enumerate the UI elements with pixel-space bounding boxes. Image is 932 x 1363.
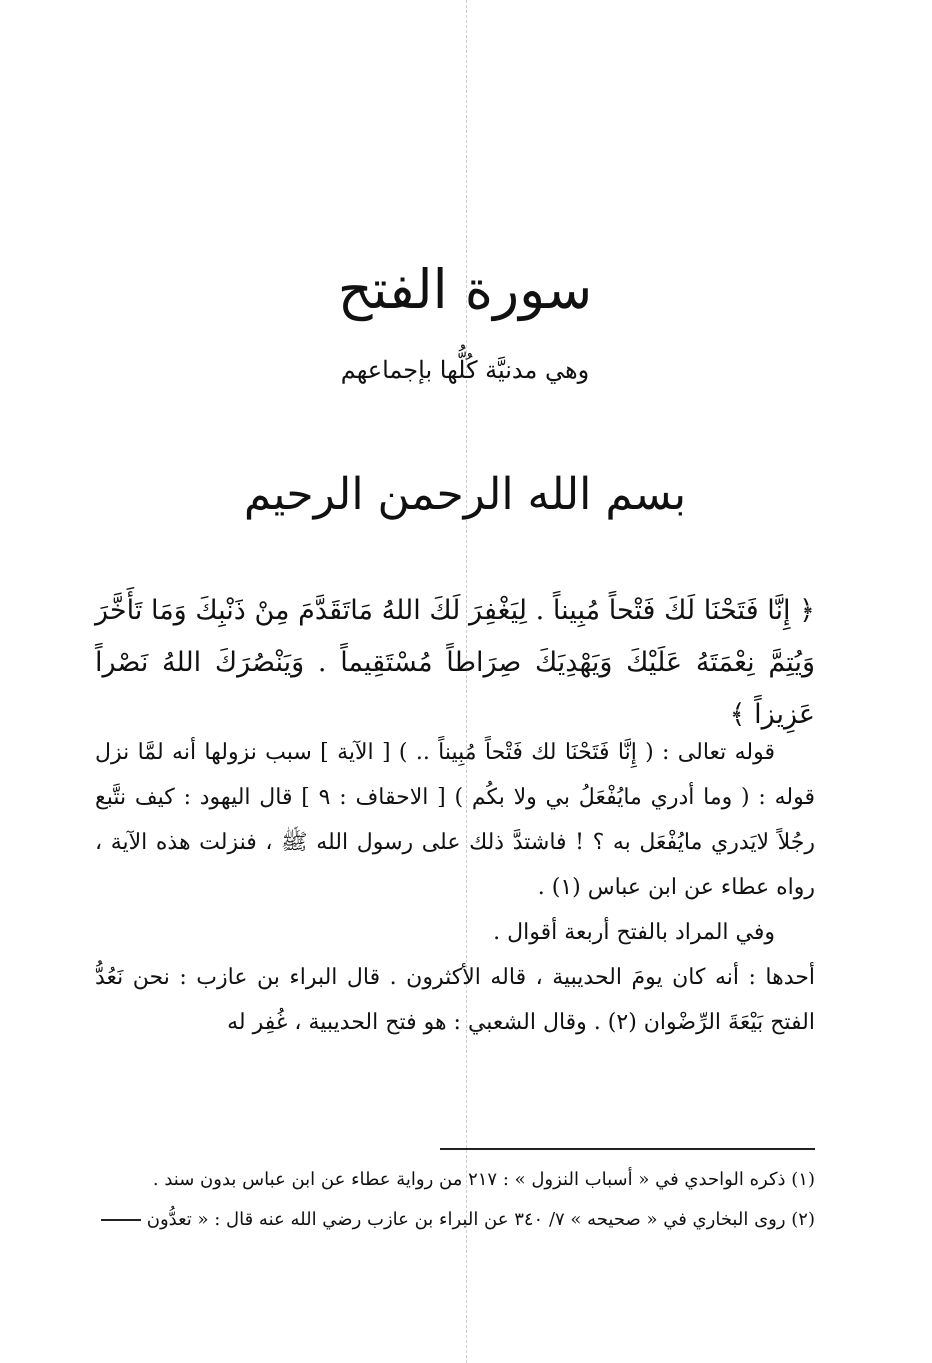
quran-verses: ﴿ إِنَّا فَتَحْنَا لَكَ فَتْحاً مُبِيناً . لِيَغْفِرَ لَكَ اللهُ مَاتَقَدَّمَ مِنْ ذَنْبِكَ وَمَا تَأَخَّرَ وَيُتِمَّ نِعْمَتَهُ عَلَيْكَ وَيَهْدِيَكَ صِرَاطاً مُسْتَقِيماً . وَيَنْصُرَكَ اللهُ نَصْراً عَزِيزاً ﴾ (95, 595, 815, 730)
footnotes (95, 1160, 815, 1240)
commentary-body (95, 730, 815, 1045)
footnote-item-continued (95, 1200, 815, 1240)
commentary-paragraph-revelation-cause: قوله تعالى : ( إِنَّا فَتَحْنَا لك فَتْحاً مُبِيناً .. ) [ الآية ] سبب نزولها أنه لمَّا نزل قوله : ( وما أدري مايُفْعَلُ بي ولا بكُم ) [ الاحقاف : ٩ ] قال اليهود : كيف نتَّبع رجُلاً لايَدري مايُفْعَل به ؟ ! فاشتدَّ ذلك على رسول الله ﷺ ، فنزلت هذه الآية ، رواه عطاء عن ابن عباس (١) . (95, 740, 815, 900)
footnote-divider (440, 1148, 815, 1150)
continuation-rule (101, 1219, 141, 1221)
basmala: بسم الله الرحمن الرحيم (243, 469, 687, 520)
surah-title: سورة الفتح (337, 258, 593, 321)
commentary-paragraph-first-opinion: أحدها : أنه كان يومَ الحديبية ، قاله الأكثرون . قال البراء بن عازب : نحن نَعُدُّ الفتح بَيْعَةَ الرِّضْوان (٢) . وقال الشعبي : هو فتح الحديبية ، غُفِر له (95, 965, 815, 1035)
commentary-paragraph-meanings-intro: وفي المراد بالفتح أربعة أقوال . (493, 920, 775, 945)
footnote-item-text: (٢) روى البخاري في « صحيحه » ٧/ ٣٤٠ عن البراء بن عازب رضي الله عنه قال : « تعدُّون (146, 1209, 815, 1230)
surah-subtitle: وهي مدنيَّة كُلُّها بإجماعهم (340, 356, 590, 384)
footnote-item: (١) ذكره الواحدي في « أسباب النزول » : ٢١٧ من رواية عطاء عن ابن عباس بدون سند . (152, 1169, 815, 1190)
